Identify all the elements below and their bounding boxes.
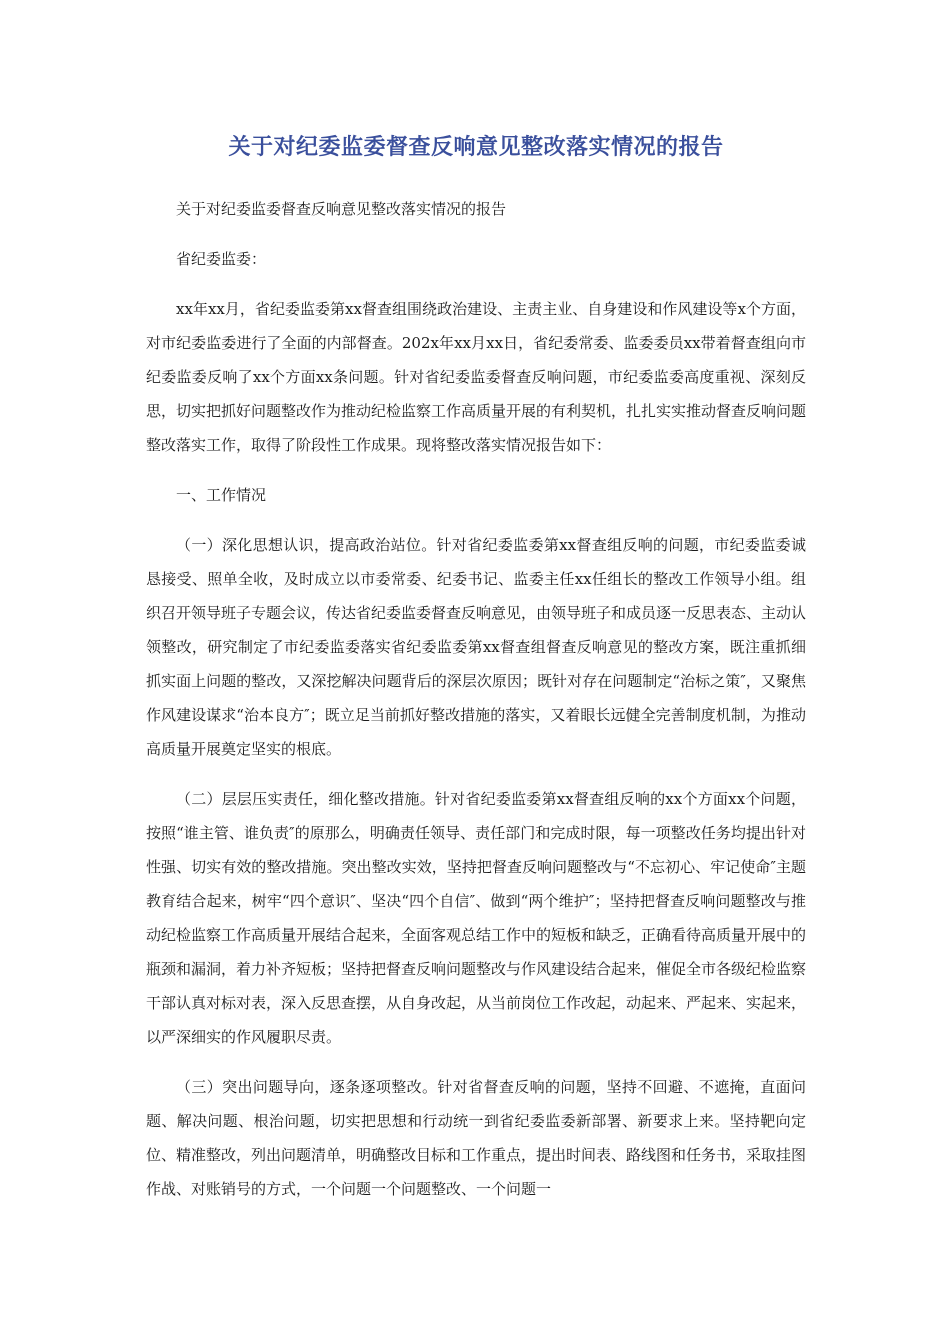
section-heading: 一、工作情况 [176, 486, 267, 504]
document-title: 关于对纪委监委督查反响意见整改落实情况的报告 [228, 135, 724, 160]
body-paragraph: （二）层层压实责任，细化整改措施。针对省纪委监委第xx督查组反响的xx个方面xx个问题，按照“谁主管、谁负责″的原那么，明确责任领导、责任部门和完成时限，每一项整改任务均提出针对性强、切实有效的整改措施。突出整改实效，坚持把督查反响问题整改与“不忘初心、牢记使命″主题教育结合起来，树牢“四个意识″、坚决“四个自信″、做到“两个维护″；坚持把督查反响问题整改与推动纪检监察工作高质量开展结合起来，全面客观总结工作中的短板和缺乏，正确看待高质量开展中的瓶颈和漏洞，着力补齐短板；坚持把督查反响问题整改与作风建设结合起来，催促全市各级纪检监察干部认真对标对表，深入反思查摆，从自身改起，从当前岗位工作改起，动起来、严起来、实起来，以严深细实的作风履职尽责。 [146, 790, 807, 1046]
subtitle-paragraph: 关于对纪委监委督查反响意见整改落实情况的报告 [176, 200, 507, 218]
body-paragraph: （一）深化思想认识，提高政治站位。针对省纪委监委第xx督查组反响的问题，市纪委监委诚恳接受、照单全收，及时成立以市委常委、纪委书记、监委主任xx任组长的整改工作领导小组。组织召开领导班子专题会议，传达省纪委监委督查反响意见，由领导班子和成员逐一反思表态、主动认领整改，研究制定了市纪委监委落实省纪委监委第xx督查组督查反响意见的整改方案，既注重抓细抓实面上问题的整改，又深挖解决问题背后的深层次原因；既针对存在问题制定“治标之策″，又聚焦作风建设谋求“治本良方″；既立足当前抓好整改措施的落实，又着眼长远健全完善制度机制，为推动高质量开展奠定坚实的根底。 [146, 536, 807, 758]
document-page [146, 128, 806, 1222]
intro-paragraph: xx年xx月，省纪委监委第xx督查组围绕政治建设、主责主业、自身建设和作风建设等x个方面，对市纪委监委进行了全面的内部督查。202x年xx月xx日，省纪委常委、监委委员xx带着督查组向市纪委监委反响了xx个方面xx条问题。针对省纪委监委督查反响问题，市纪委监委高度重视、深刻反思，切实把抓好问题整改作为推动纪检监察工作高质量开展的有利契机，扎扎实实推动督查反响问题整改落实工作，取得了阶段性工作成果。现将整改落实情况报告如下： [146, 300, 807, 454]
salutation: 省纪委监委： [176, 250, 267, 268]
body-paragraph: （三）突出问题导向，逐条逐项整改。针对省督查反响的问题，坚持不回避、不遮掩，直面问题、解决问题、根治问题，切实把思想和行动统一到省纪委监委新部署、新要求上来。坚持靶向定位、精准整改，列出问题清单，明确整改目标和工作重点，提出时间表、路线图和任务书，采取挂图作战、对账销号的方式，一个问题一个问题整改、一个问题一 [146, 1078, 807, 1198]
